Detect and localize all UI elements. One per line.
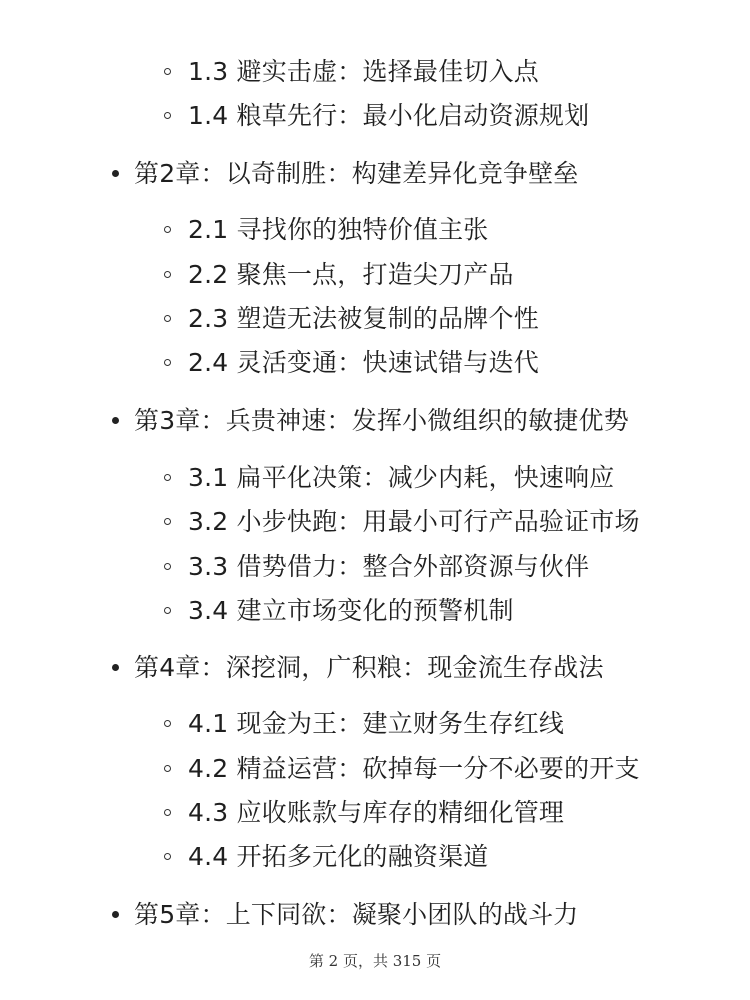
outline-sub-item: 1.4 粮草先行：最小化启动资源规划 <box>188 101 590 130</box>
outline-sub-item: 1.3 避实击虚：选择最佳切入点 <box>188 57 539 86</box>
chapter-bullet <box>112 417 119 424</box>
sub-item-bullet <box>164 68 171 75</box>
outline-sub-item: 3.3 借势借力：整合外部资源与伙伴 <box>188 552 590 581</box>
page-number-footer: 第 2 页，共 315 页 <box>308 952 442 970</box>
chapter-bullet <box>112 664 119 671</box>
sub-item-bullet <box>164 226 171 233</box>
sub-item-bullet <box>164 607 171 614</box>
outline-sub-item: 4.2 精益运营：砍掉每一分不必要的开支 <box>188 754 640 783</box>
outline-sub-item: 2.4 灵活变通：快速试错与迭代 <box>188 348 539 377</box>
outline-sub-item: 4.3 应收账款与库存的精细化管理 <box>188 798 565 827</box>
outline-chapter: 第5章：上下同欲：凝聚小团队的战斗力 <box>134 900 579 929</box>
outline-chapter: 第2章：以奇制胜：构建差异化竞争壁垒 <box>134 159 579 188</box>
sub-item-bullet <box>164 853 171 860</box>
outline-sub-item: 3.2 小步快跑：用最小可行产品验证市场 <box>188 507 640 536</box>
chapter-bullet <box>112 911 119 918</box>
sub-item-bullet <box>164 359 171 366</box>
outline-chapter: 第3章：兵贵神速：发挥小微组织的敏捷优势 <box>134 406 629 435</box>
outline-sub-item: 4.4 开拓多元化的融资渠道 <box>188 842 489 871</box>
outline-sub-item: 3.1 扁平化决策：减少内耗，快速响应 <box>188 463 615 492</box>
sub-item-bullet <box>164 720 171 727</box>
outline-sub-item: 2.3 塑造无法被复制的品牌个性 <box>188 304 539 333</box>
sub-item-bullet <box>164 765 171 772</box>
sub-item-bullet <box>164 474 171 481</box>
outline-sub-item: 4.1 现金为王：建立财务生存红线 <box>188 709 565 738</box>
sub-item-bullet <box>164 563 171 570</box>
sub-item-bullet <box>164 271 171 278</box>
outline-sub-item: 3.4 建立市场变化的预警机制 <box>188 596 514 625</box>
sub-item-bullet <box>164 518 171 525</box>
sub-item-bullet <box>164 112 171 119</box>
outline-sub-item: 2.2 聚焦一点，打造尖刀产品 <box>188 260 514 289</box>
sub-item-bullet <box>164 809 171 816</box>
sub-item-bullet <box>164 315 171 322</box>
chapter-bullet <box>112 170 119 177</box>
outline-chapter: 第4章：深挖洞，广积粮：现金流生存战法 <box>134 653 604 682</box>
outline-sub-item: 2.1 寻找你的独特价值主张 <box>188 215 489 244</box>
